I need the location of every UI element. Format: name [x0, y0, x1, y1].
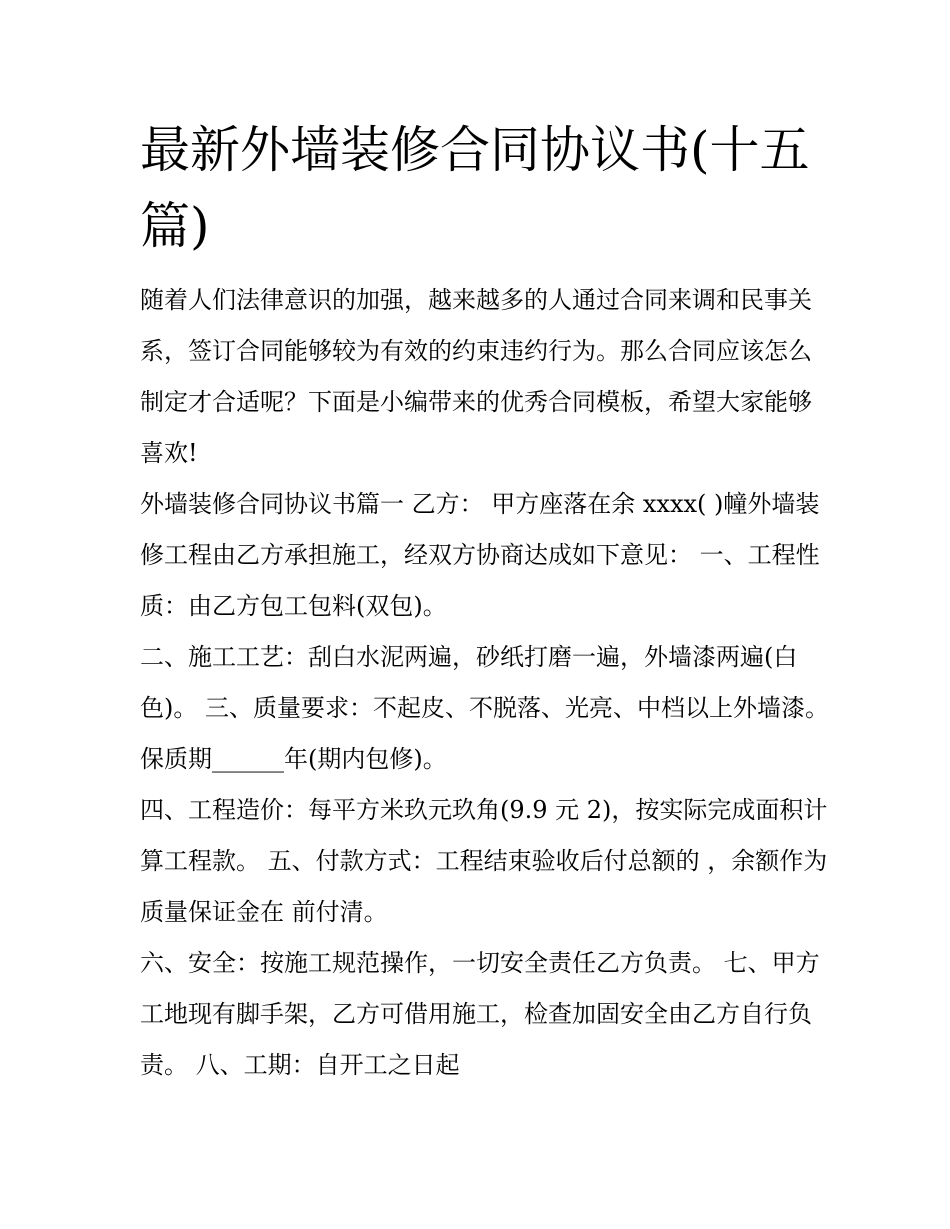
paragraph-contract-parties: 外墙装修合同协议书篇一 乙方： 甲方座落在余 xxxx( )幢外墙装修工程由乙方承担施工，经双方协商达成如下意见： 一、工程性质：由乙方包工包料(双包)。 [140, 490, 820, 620]
paragraph-process-quality: 二、施工工艺：刮白水泥两遍，砂纸打磨一遍，外墙漆两遍(白色)。 三、质量要求：不起皮、不脱落、光亮、中档以上外墙漆。保质期______年(期内包修)。 [140, 643, 829, 773]
paragraph-safety-schedule: 六、安全：按施工规范操作，一切安全责任乙方负责。 七、甲方工地现有脚手架，乙方可借用施工，检查加固安全由乙方自行负责。 八、工期：自开工之日起 [140, 949, 820, 1079]
document-title: 最新外墙装修合同协议书(十五篇) [140, 121, 810, 255]
paragraph-cost-payment: 四、工程造价：每平方米玖元玖角(9.9 元 2)，按实际完成面积计算工程款。 五、付款方式：工程结束验收后付总额的 ，余额作为质量保证金在 前付清。 [140, 796, 828, 926]
paragraph-intro: 随着人们法律意识的加强，越来越多的人通过合同来调和民事关系，签订合同能够较为有效的约束违约行为。那么合同应该怎么制定才合适呢？下面是小编带来的优秀合同模板，希望大家能够喜欢! [140, 286, 812, 467]
document-body [140, 275, 830, 1091]
